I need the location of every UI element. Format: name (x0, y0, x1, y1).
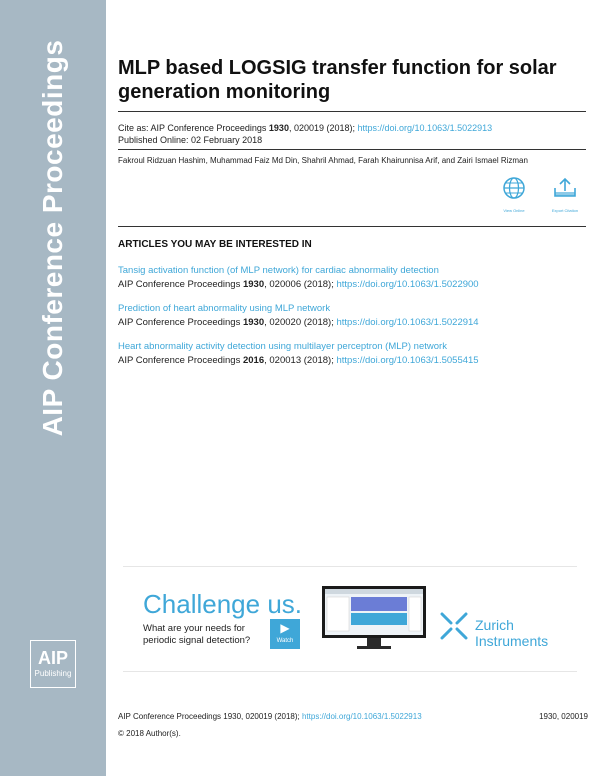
published-date: Published Online: 02 February 2018 (118, 135, 263, 145)
cite-volume: 1930 (268, 123, 289, 133)
footer-citation-text: AIP Conference Proceedings 1930, 020019 (2018); (118, 712, 302, 721)
export-citation-button[interactable] (545, 176, 585, 213)
export-icon (552, 176, 578, 200)
related-article-3 (118, 340, 479, 368)
related-article-2 (118, 302, 479, 330)
footer-page-number: 1930, 020019 (539, 712, 588, 721)
ad-watch-button[interactable] (270, 619, 300, 649)
aip-logo-subtext: Publishing (34, 669, 72, 678)
aip-publishing-logo[interactable] (30, 640, 76, 688)
copyright-notice: © 2018 Author(s). (118, 729, 181, 738)
footer-citation (118, 712, 588, 721)
sidebar-journal-title: AIP Conference Proceedings (37, 39, 68, 437)
footer-doi-link[interactable]: https://doi.org/10.1063/1.5022913 (301, 712, 422, 721)
title-divider (118, 111, 586, 112)
related-article-meta: AIP Conference Proceedings 1930, 020020 (2018); https://doi.org/10.1063/1.5022914 (118, 317, 479, 328)
articles-divider (118, 226, 586, 227)
aip-logo-text: AIP (37, 648, 68, 668)
related-article-meta: AIP Conference Proceedings 1930, 020006 (2018); https://doi.org/10.1063/1.5022900 (118, 279, 479, 290)
related-article-title[interactable]: Heart abnormality activity detection using multilayer perceptron (MLP) network (118, 341, 447, 352)
globe-icon (502, 176, 526, 200)
cite-label: Cite as: AIP Conference Proceedings (118, 123, 269, 133)
monitor-screenshot-icon (321, 585, 427, 651)
export-citation-label: Export Citation (551, 208, 579, 213)
cite-rest: , 020019 (2018); (288, 123, 358, 133)
ad-watch-label: Watch (276, 638, 294, 644)
cite-divider (118, 149, 586, 150)
advertisement-banner[interactable] (123, 566, 577, 672)
related-article-1 (118, 264, 479, 292)
view-online-label: View Online (503, 208, 525, 213)
view-online-button[interactable] (494, 176, 534, 213)
related-article-doi[interactable]: https://doi.org/10.1063/1.5055415 (336, 355, 479, 366)
play-icon: ▶ (280, 621, 290, 635)
related-article-title[interactable]: Tansig activation function (of MLP network) for cardiac abnormality detection (118, 265, 439, 276)
article-title: MLP based LOGSIG transfer function for solar generation monitoring (118, 57, 557, 103)
cite-doi-link[interactable]: https://doi.org/10.1063/1.5022913 (357, 123, 493, 133)
ad-headline: Challenge us. (143, 589, 302, 619)
related-article-title[interactable]: Prediction of heart abnormality using MLP network (118, 303, 331, 314)
ad-subtext: What are your needs for periodic signal detection? (143, 623, 251, 646)
related-article-doi[interactable]: https://doi.org/10.1063/1.5022914 (336, 317, 479, 328)
sidebar (0, 0, 106, 776)
citation-block (118, 122, 492, 146)
related-article-meta: AIP Conference Proceedings 2016, 020013 (2018); https://doi.org/10.1063/1.5055415 (118, 355, 479, 366)
zurich-instruments-logo-icon (439, 611, 469, 641)
authors-list: Fakroul Ridzuan Hashim, Muhammad Faiz Md Din, Shahril Ahmad, Farah Khairunnisa Arif, and Zairi Ismael Rizman (118, 156, 528, 165)
related-articles-heading: ARTICLES YOU MAY BE INTERESTED IN (118, 239, 312, 250)
ad-brand-name: Zurich Instruments (475, 617, 549, 649)
related-article-doi[interactable]: https://doi.org/10.1063/1.5022900 (336, 279, 479, 290)
